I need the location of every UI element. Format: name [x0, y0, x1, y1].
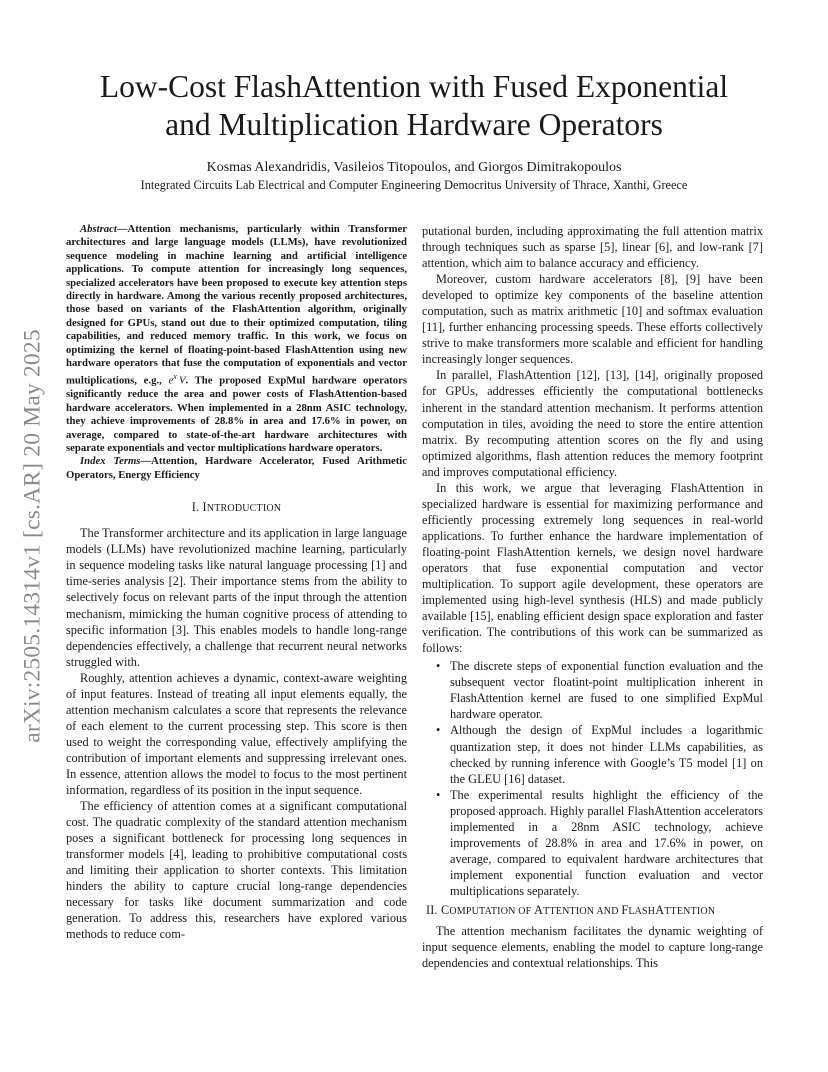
intro-paragraph-1: The Transformer architecture and its application in large language models (LLMs) have revolutionized machine learning, particularly in sequence modeling tasks like natural language processing [1] and time-series analysis [2]. Their importance stems from the ability to selectively focus on relevant parts of the input through the attention mechanism, mimicking the human cognitive process of attending to specific information [3]. This enables models to handle long-range dependencies effectively, a challenge that recurrent neural networks struggled with. — [66, 526, 407, 669]
index-terms — [66, 455, 407, 482]
section-initial: A — [534, 902, 544, 917]
contributions-list — [422, 658, 763, 899]
section-title-smallcaps: LASH — [628, 905, 656, 917]
list-item: • The discrete steps of exponential function evaluation and the subsequent vector floatint-point multiplication inherent in FlashAttention kernel are fused to one simplified ExpMul hardware operator. — [450, 658, 763, 722]
abstract-text-continued: . The proposed ExpMul hardware operators significantly reduce the area and power costs of FlashAttention-based hardware accelerators. When implemented in a 28nm ASIC technology, they achieve improvements of 28.8% in area and 17.6% in power, on average, compared to state-of-the-art hardware architectures with separate exponentials and vector multiplications hardware operators. — [66, 375, 407, 455]
abstract-math-exponent: x — [173, 372, 177, 382]
intro-paragraph-5: In parallel, FlashAttention [12], [13], [14], originally proposed for GPUs, addresses efficiently the computational bottlenecks inherent in the standard attention mechanism. It performs attention computation in tiles, avoiding the need to store the entire attention matrix. By recomputing attention scores on the fly and using optimized algorithms, flash attention reduces the memory footprint and improves computational efficiency. — [422, 368, 763, 479]
affiliation: Integrated Circuits Lab Electrical and Computer Engineering Democritus University of Thrace, Xanthi, Greece — [140, 178, 688, 192]
section-title-smallcaps: OMPUTATION OF — [449, 905, 535, 917]
abstract — [66, 223, 407, 455]
section-initial: F — [621, 902, 629, 917]
intro-paragraph-2: Roughly, attention achieves a dynamic, context-aware weighting of input features. Instead of treating all input elements equally, the attention mechanism calculates a score that represents the relevance of each element to the current processing step. This score is then used to weight the corresponding value, effectively amplifying the contribution of important elements and suppressing irrelevant ones. In essence, attention allows the model to focus to the most pertinent information, regardless of its position in the input sequence. — [66, 670, 407, 798]
section-initial: A — [655, 902, 665, 917]
intro-paragraph-6: In this work, we argue that leveraging FlashAttention in specialized hardware is essential for maximizing performance and efficiently processing extremely long sequences in real-world applications. To further enhance the hardware implementation of floating-point FlashAttention kernels, we design novel hardware operators that fuse exponential computation and vector multiplication. To support agile development, these operators are implemented using high-level synthesis (HLS) and made publicly available [15], enabling efficient design space exploration and faster verification. The contributions of this work can be summarized as follows: — [422, 480, 763, 656]
left-column — [66, 223, 407, 943]
list-item: • Although the design of ExpMul includes a logarithmic quantization step, it does not hinder LLMs capabilities, as checked by running inference with Google’s T5 model [1] on the GLEU [16] dataset. — [450, 722, 763, 786]
abstract-label: Abstract — [80, 223, 117, 235]
paper-title — [60, 68, 768, 144]
section-heading-attention — [426, 903, 763, 918]
section-title-smallcaps: TTENTION — [664, 905, 716, 917]
right-column — [422, 223, 763, 971]
intro-paragraph-4: Moreover, custom hardware accelerators [8], [9] have been developed to optimize key components of the baseline attention computation, such as matrix arithmetic [10] and softmax evaluation [11], further enhancing processing speeds. These efforts collectively strive to make transformers more scalable and efficient for handling increasingly longer sequences. — [422, 272, 763, 367]
intro-paragraph-3: The efficiency of attention comes at a significant computational cost. The quadratic complexity of the standard attention mechanism poses a significant bottleneck for processing long sequences in transformer models [4], leading to prohibitive computational costs and limiting their application to shorter contexts. This limitation hinders the ability to capture crucial long-range dependencies necessary for tasks like document summarization and code generation. To address this, researchers have explored various methods to reduce com- — [66, 799, 407, 942]
index-terms-text: —Attention, Hardware Accelerator, Fused Arithmetic Operators, Energy Efficiency — [66, 455, 407, 481]
index-terms-label: Index Terms — [80, 455, 141, 468]
list-item: • The experimental results highlight the efficiency of the proposed approach. Highly parallel FlashAttention accelerators implemented in a 28nm ASIC technology, achieve improvements of 28.8% in area and 17.6% in power, on average, compared to equivalent hardware architectures that implement exponential function evaluation and vector multiplications separately. — [450, 787, 763, 899]
section-title-smallcaps: NTRODUCTION — [206, 503, 282, 515]
abstract-math-exp: e — [168, 375, 174, 388]
section-initial: C — [441, 902, 450, 917]
section-number: I. — [191, 500, 203, 515]
title-line-2: and Multiplication Hardware Operators — [165, 107, 663, 142]
abstract-text: —Attention mechanisms, particularly within Transformer architectures and large language models (LLMs), have revolutionized sequence modeling in machine learning and artificial intelligence applications. To compute attention for increasingly long sequences, specialized accelerators have been proposed to execute key attention steps directly in hardware. Among the various recently proposed architectures, those based on variants of the FlashAttention algorithm, originally designed for GPUs, stand out due to their optimized computation, tiling capabilities, and reduced memory traffic. In this work, we focus on optimizing the kernel of floating-point-based FlashAttention using new hardware operators that fuse the computation of exponentials and vector multiplications, e.g., — [66, 223, 407, 388]
section-number: II. — [426, 902, 442, 917]
section-heading-introduction — [66, 500, 407, 515]
title-line-1: Low-Cost FlashAttention with Fused Exponential — [99, 69, 729, 104]
arxiv-identifier: arXiv:2505.14314v1 [cs.AR] 20 May 2025 — [19, 329, 46, 743]
intro-paragraph-continued: putational burden, including approximating the full attention matrix through techniques such as sparse [5], linear [6], and low-rank [7] attention, which aim to balance accuracy and efficiency. — [422, 224, 763, 271]
section2-paragraph-1: The attention mechanism facilitates the dynamic weighting of input sequence elements, enabling the model to capture long-range dependencies and contextual relationships. This — [422, 923, 763, 971]
section-title-smallcaps: TTENTION AND — [543, 905, 622, 917]
arxiv-watermark — [20, 0, 46, 1072]
section-initial: I — [202, 500, 207, 515]
author-list: Kosmas Alexandridis, Vasileios Titopoulos, and Giorgos Dimitrakopoulos — [206, 160, 622, 175]
abstract-math-v: V — [178, 375, 186, 388]
